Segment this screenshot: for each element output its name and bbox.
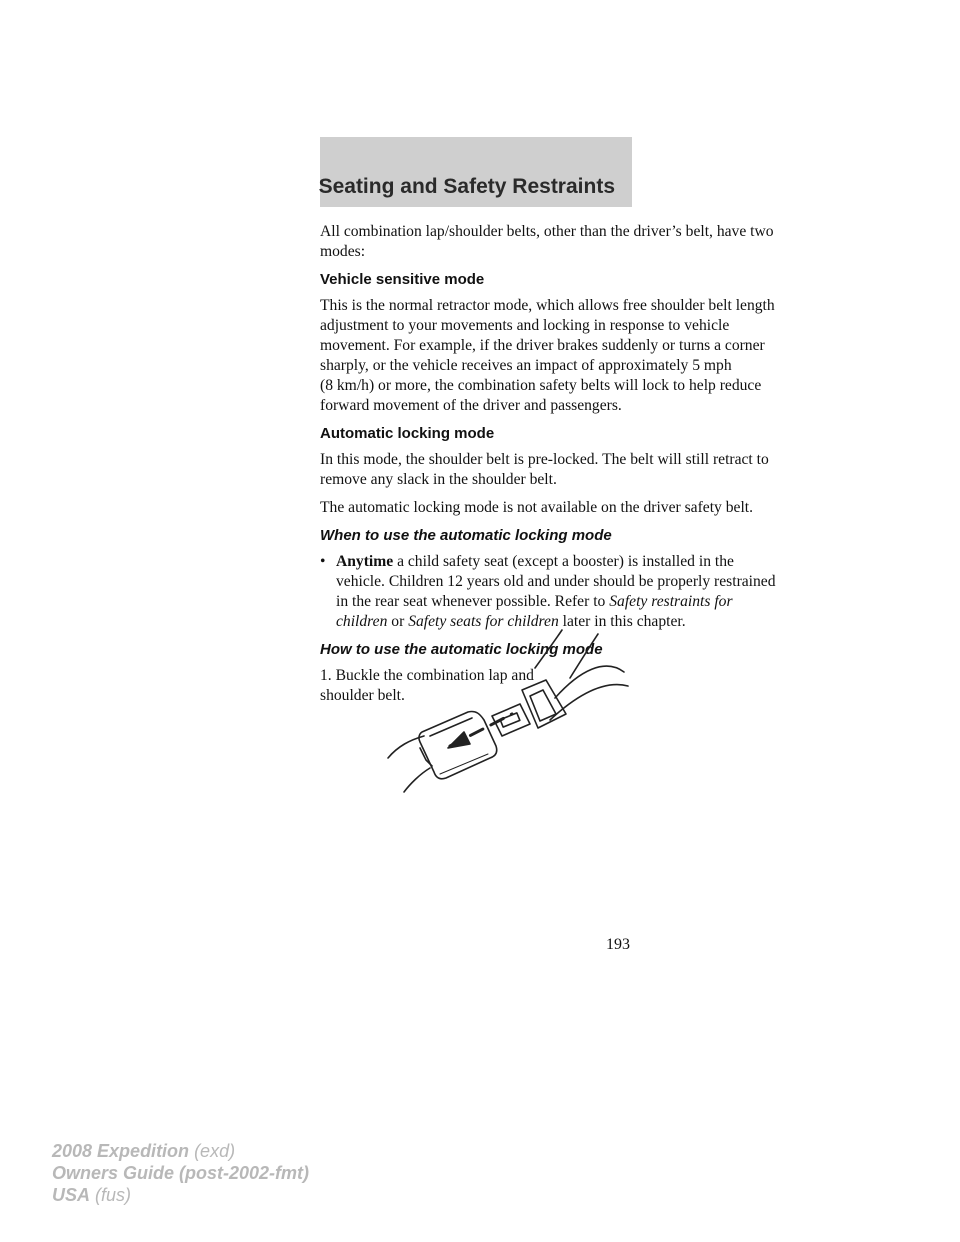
automatic-locking-line: In this mode, the shoulder belt is pre-locked. The belt will still retract to (320, 451, 769, 468)
cross-reference-link: Safety restraints for (609, 593, 733, 610)
vehicle-sensitive-line: (8 km/h) or more, the combination safety belts will lock to help reduce (320, 377, 762, 394)
step-1-line: 1. Buckle the combination lap and (320, 667, 534, 684)
footer-guide: Owners Guide (post-2002-fmt) (52, 1163, 310, 1183)
vehicle-sensitive-line: adjustment to your movements and locking in response to vehicle (320, 317, 730, 334)
bullet-dot: • (320, 553, 326, 570)
vehicle-sensitive-line: sharply, or the vehicle receives an impact of approximately 5 mph (320, 357, 732, 374)
when-to-use-bullet (320, 552, 776, 632)
section-header (320, 137, 632, 207)
cross-reference-link: children (336, 613, 388, 630)
cross-reference-link: Safety seats for children (408, 613, 559, 630)
step-1-line: shoulder belt. (320, 687, 405, 704)
bullet-bold-word: Anytime (336, 553, 394, 570)
seat-belt-buckle-illustration (380, 628, 640, 798)
latch-plate-icon (492, 680, 566, 736)
automatic-locking-heading: Automatic locking mode (320, 425, 495, 442)
how-to-use-heading: How to use the automatic locking mode (320, 641, 603, 658)
footer-market-code: (fus) (90, 1185, 132, 1205)
bullet-text: a child safety seat (except a booster) is installed in the (393, 553, 734, 570)
automatic-locking-note: The automatic locking mode is not available on the driver safety belt. (320, 499, 754, 516)
bullet-text: in the rear seat whenever possible. Refer to (336, 593, 610, 610)
buckle-icon (388, 711, 497, 792)
vehicle-sensitive-line: forward movement of the driver and passengers. (320, 397, 622, 414)
bullet-text: vehicle. Children 12 years old and under should be properly restrained (336, 573, 776, 590)
footer-code: (exd) (189, 1141, 236, 1161)
bullet-text: or (387, 613, 409, 630)
vehicle-sensitive-line: movement. For example, if the driver brakes suddenly or turns a corner (320, 337, 765, 354)
bullet-text: later in this chapter. (558, 613, 686, 630)
document-footer (52, 1140, 309, 1206)
footer-market: USA (52, 1185, 91, 1205)
vehicle-sensitive-line: This is the normal retractor mode, which allows free shoulder belt length (320, 297, 775, 314)
footer-model: 2008 Expedition (52, 1141, 190, 1161)
page-number: 193 (606, 936, 630, 953)
intro-line-1: All combination lap/shoulder belts, other than the driver’s belt, have two (320, 223, 774, 240)
vehicle-sensitive-heading: Vehicle sensitive mode (320, 271, 485, 288)
automatic-locking-line: remove any slack in the shoulder belt. (320, 471, 557, 488)
when-to-use-heading: When to use the automatic locking mode (320, 527, 612, 544)
section-title: Seating and Safety Restraints (318, 175, 615, 198)
intro-line-2: modes: (320, 243, 366, 260)
